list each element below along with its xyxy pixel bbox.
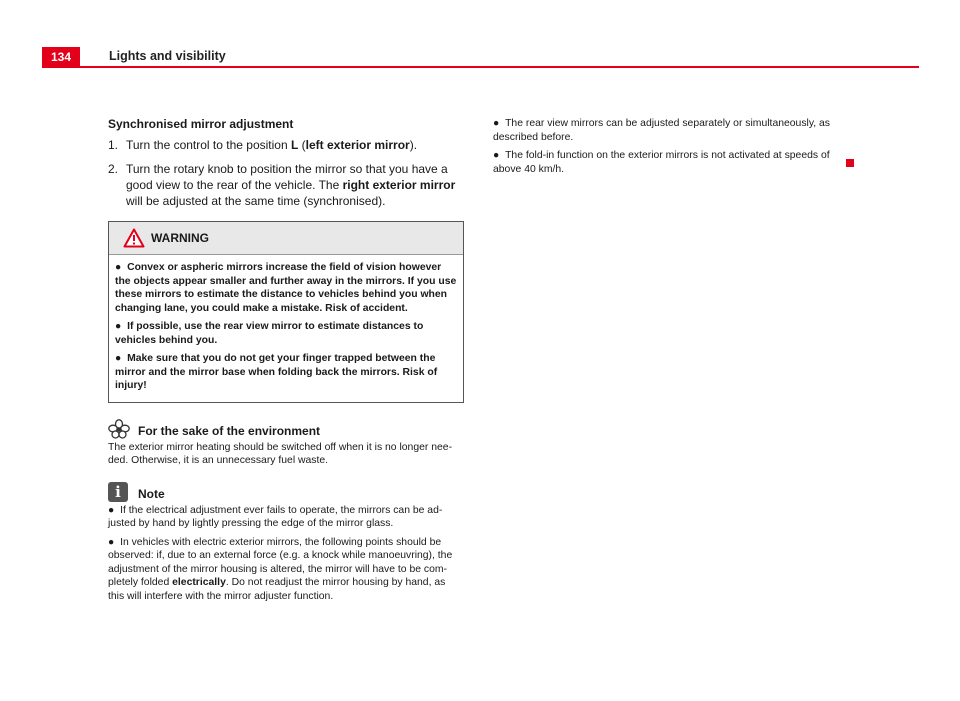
warning-header <box>109 222 463 255</box>
warning-item <box>115 261 457 315</box>
bullet-icon: ● <box>493 118 500 129</box>
bullet-icon: ● <box>115 262 122 273</box>
note-item-text: In vehicles with electric exterior mirrors, the following points should be observed: if, due to an external force (e.g. a knock while manoeuvring), the adjustment of the mirror housing is altered, the mirror will have to be com-pletely folded <box>108 536 453 588</box>
note-header <box>108 482 464 502</box>
section-end-marker <box>846 159 854 167</box>
note-item-text: If the electrical adjustment ever fails to operate, the mirrors can be ad-justed by hand by lightly pressing the edge of the mirror glass. <box>108 504 443 529</box>
note-title: Note <box>138 486 165 501</box>
right-column <box>493 117 845 181</box>
bullet-icon: ● <box>493 150 500 161</box>
warning-item-text: Convex or aspheric mirrors increase the field of vision however the objects appear smaller and further away in the mirrors. If you use these mirrors to estimate the distance to vehicles behind you when changing lane, you could make a mistake. Risk of accident. <box>115 262 457 314</box>
info-icon: i <box>108 482 128 502</box>
page-title: Lights and visibility <box>109 49 226 63</box>
list-item <box>493 149 845 176</box>
step-bold: L <box>290 138 299 152</box>
warning-item <box>115 320 457 347</box>
step-text: Turn the control to the position <box>126 138 291 152</box>
environment-header <box>108 419 464 439</box>
bullet-icon: ● <box>115 353 122 364</box>
list-item-text: The fold-in function on the exterior mirrors is not activated at speeds of above 40 km/h. <box>493 150 830 175</box>
page-number: 134 <box>42 47 80 67</box>
bullet-icon: ● <box>115 321 122 332</box>
step-number: 1. <box>108 138 119 152</box>
environment-title: For the sake of the environment <box>138 423 321 438</box>
warning-title: WARNING <box>151 231 209 245</box>
note-item <box>108 504 464 531</box>
step-bold: left exterior mirror <box>305 138 410 152</box>
step-text: ( <box>298 138 306 152</box>
step-2 <box>108 161 464 209</box>
warning-item <box>115 352 457 393</box>
section-subheading: Synchronised mirror adjustment <box>108 117 294 131</box>
warning-body <box>109 255 463 402</box>
list-item <box>493 117 845 144</box>
flower-icon <box>108 419 130 439</box>
left-column <box>108 117 464 608</box>
environment-text: The exterior mirror heating should be switched off when it is no longer nee-ded. Otherwise, it is an unnecessary fuel waste. <box>108 441 453 466</box>
list-item-text: The rear view mirrors can be adjusted separately or simultaneously, as described before. <box>493 118 831 143</box>
step-text: ). <box>409 138 418 152</box>
warning-item-text: If possible, use the rear view mirror to estimate distances to vehicles behind you. <box>115 321 424 346</box>
step-text: will be adjusted at the same time (synchronised). <box>126 194 386 208</box>
step-bold: right exterior mirror <box>342 178 456 192</box>
step-number: 2. <box>108 162 119 176</box>
warning-box <box>108 221 464 403</box>
note-item-text: . Do not readjust the mirror housing by hand, as this will interfere with the mirror adjuster function. <box>108 577 446 602</box>
warning-item-text: Make sure that you do not get your finger trapped between the mirror and the mirror base when folding back the mirrors. Risk of injury! <box>115 353 438 391</box>
header-rule <box>42 66 919 68</box>
step-1 <box>108 137 464 153</box>
note-item-bold: electrically <box>172 577 226 588</box>
warning-triangle-icon <box>123 228 145 248</box>
bullet-icon: ● <box>108 504 115 516</box>
note-item <box>108 536 464 604</box>
bullet-icon: ● <box>108 536 115 548</box>
step-text: Turn the rotary knob to position the mirror so that you have a good view to the rear of the vehicle. The <box>126 162 448 192</box>
